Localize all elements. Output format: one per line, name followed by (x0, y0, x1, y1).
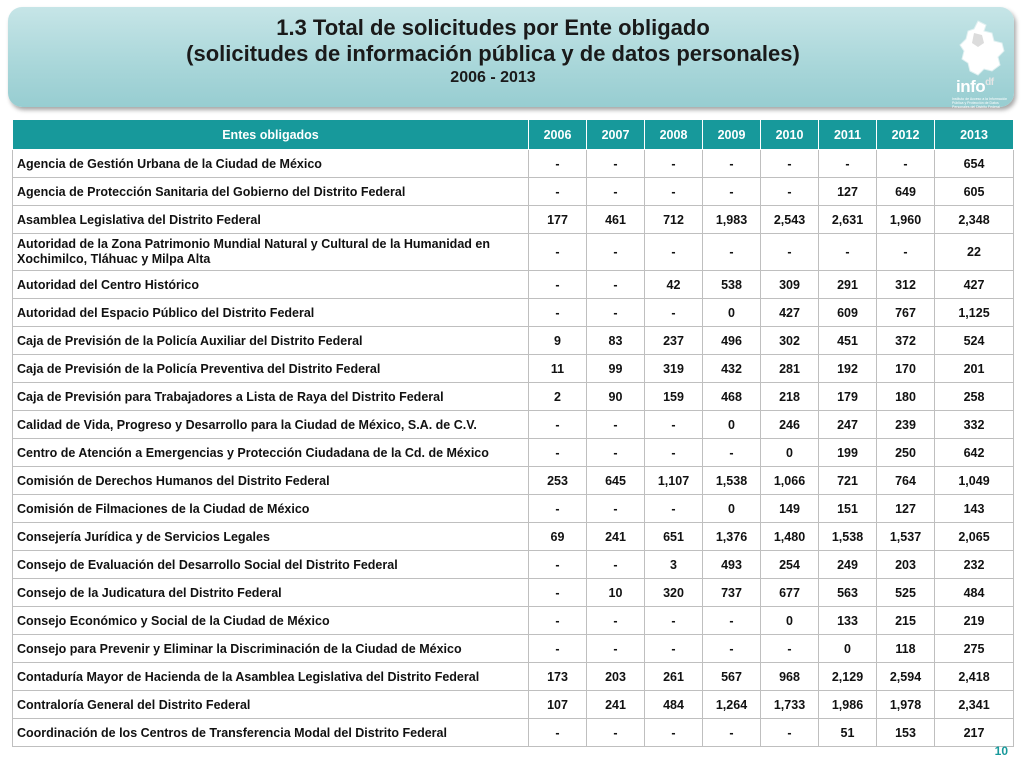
value-cell: 0 (703, 411, 761, 439)
title-years: 2006 - 2013 (450, 69, 536, 86)
value-cell: - (703, 439, 761, 467)
value-cell: 432 (703, 355, 761, 383)
value-cell: 173 (529, 663, 587, 691)
value-cell: 179 (819, 383, 877, 411)
value-cell: 0 (703, 495, 761, 523)
value-cell: - (529, 495, 587, 523)
map-silhouette-icon (948, 19, 1018, 79)
page-number: 10 (994, 744, 1008, 758)
value-cell: 10 (587, 579, 645, 607)
value-cell: - (529, 579, 587, 607)
ente-name-cell: Agencia de Gestión Urbana de la Ciudad de México (13, 150, 529, 178)
value-cell: 1,733 (761, 691, 819, 719)
value-cell: 261 (645, 663, 703, 691)
value-cell: 2,129 (819, 663, 877, 691)
value-cell: - (877, 234, 935, 271)
value-cell: - (587, 439, 645, 467)
value-cell: 309 (761, 271, 819, 299)
ente-name-cell: Caja de Previsión de la Policía Auxiliar del Distrito Federal (13, 327, 529, 355)
value-cell: - (703, 178, 761, 206)
value-cell: 372 (877, 327, 935, 355)
table-row (13, 150, 1014, 178)
table-row (13, 411, 1014, 439)
column-header-year: 2007 (587, 120, 645, 150)
column-header-year: 2013 (935, 120, 1014, 150)
ente-name-cell: Contaduría Mayor de Hacienda de la Asamblea Legislativa del Distrito Federal (13, 663, 529, 691)
value-cell: 1,537 (877, 523, 935, 551)
value-cell: 332 (935, 411, 1014, 439)
value-cell: 203 (877, 551, 935, 579)
value-cell: 0 (703, 299, 761, 327)
column-header-year: 2008 (645, 120, 703, 150)
value-cell: 712 (645, 206, 703, 234)
value-cell: 281 (761, 355, 819, 383)
ente-name-cell: Consejería Jurídica y de Servicios Legales (13, 523, 529, 551)
table-body (13, 150, 1014, 747)
value-cell: 90 (587, 383, 645, 411)
value-cell: 1,264 (703, 691, 761, 719)
logo-text: info (956, 77, 986, 96)
ente-name-cell: Coordinación de los Centros de Transferencia Modal del Distrito Federal (13, 719, 529, 747)
value-cell: - (761, 719, 819, 747)
value-cell: 232 (935, 551, 1014, 579)
table-row (13, 206, 1014, 234)
value-cell: 1,538 (819, 523, 877, 551)
title-banner (8, 7, 1014, 107)
table-row (13, 383, 1014, 411)
value-cell: - (703, 150, 761, 178)
value-cell: 1,125 (935, 299, 1014, 327)
column-header-year: 2006 (529, 120, 587, 150)
value-cell: - (529, 635, 587, 663)
value-cell: 241 (587, 523, 645, 551)
table-row (13, 327, 1014, 355)
value-cell: 201 (935, 355, 1014, 383)
value-cell: 0 (819, 635, 877, 663)
value-cell: 127 (877, 495, 935, 523)
title-line-2: (solicitudes de información pública y de datos personales) (186, 41, 800, 66)
value-cell: 654 (935, 150, 1014, 178)
value-cell: 609 (819, 299, 877, 327)
value-cell: 1,066 (761, 467, 819, 495)
column-header-year: 2009 (703, 120, 761, 150)
value-cell: - (587, 495, 645, 523)
value-cell: 291 (819, 271, 877, 299)
value-cell: 524 (935, 327, 1014, 355)
value-cell: - (645, 150, 703, 178)
value-cell: - (529, 439, 587, 467)
column-header-year: 2012 (877, 120, 935, 150)
value-cell: 149 (761, 495, 819, 523)
value-cell: 99 (587, 355, 645, 383)
value-cell: - (645, 607, 703, 635)
value-cell: 9 (529, 327, 587, 355)
value-cell: 1,538 (703, 467, 761, 495)
logo-subtitle: Instituto de Acceso a la Información Pública y Protección de Datos Personales del Distrito Federal (952, 97, 1008, 109)
value-cell: - (529, 150, 587, 178)
ente-name-cell: Contraloría General del Distrito Federal (13, 691, 529, 719)
table-row (13, 439, 1014, 467)
solicitudes-table (12, 119, 1014, 747)
value-cell: - (645, 719, 703, 747)
table-row (13, 271, 1014, 299)
value-cell: 764 (877, 467, 935, 495)
table-row (13, 234, 1014, 271)
ente-name-cell: Calidad de Vida, Progreso y Desarrollo para la Ciudad de México, S.A. de C.V. (13, 411, 529, 439)
value-cell: - (645, 635, 703, 663)
value-cell: 127 (819, 178, 877, 206)
value-cell: 468 (703, 383, 761, 411)
value-cell: - (645, 234, 703, 271)
ente-name-cell: Centro de Atención a Emergencias y Protección Ciudadana de la Cd. de México (13, 439, 529, 467)
value-cell: - (645, 299, 703, 327)
table-row (13, 299, 1014, 327)
value-cell: - (587, 271, 645, 299)
value-cell: 159 (645, 383, 703, 411)
value-cell: 2,341 (935, 691, 1014, 719)
ente-name-cell: Caja de Previsión para Trabajadores a Lista de Raya del Distrito Federal (13, 383, 529, 411)
value-cell: 237 (645, 327, 703, 355)
value-cell: 249 (819, 551, 877, 579)
value-cell: 605 (935, 178, 1014, 206)
value-cell: 2,348 (935, 206, 1014, 234)
value-cell: - (587, 635, 645, 663)
table-row (13, 523, 1014, 551)
value-cell: - (761, 178, 819, 206)
value-cell: 0 (761, 607, 819, 635)
value-cell: 1,986 (819, 691, 877, 719)
value-cell: 319 (645, 355, 703, 383)
value-cell: 22 (935, 234, 1014, 271)
value-cell: 199 (819, 439, 877, 467)
table-header-row (13, 120, 1014, 150)
value-cell: 253 (529, 467, 587, 495)
table-row (13, 579, 1014, 607)
value-cell: - (529, 607, 587, 635)
value-cell: 254 (761, 551, 819, 579)
value-cell: - (587, 150, 645, 178)
value-cell: - (587, 299, 645, 327)
value-cell: 642 (935, 439, 1014, 467)
value-cell: 1,983 (703, 206, 761, 234)
value-cell: - (645, 178, 703, 206)
value-cell: 484 (645, 691, 703, 719)
value-cell: 0 (761, 439, 819, 467)
value-cell: 312 (877, 271, 935, 299)
value-cell: - (587, 551, 645, 579)
value-cell: 118 (877, 635, 935, 663)
value-cell: 2,065 (935, 523, 1014, 551)
value-cell: 2,418 (935, 663, 1014, 691)
column-header-year: 2011 (819, 120, 877, 150)
value-cell: - (645, 439, 703, 467)
value-cell: 567 (703, 663, 761, 691)
value-cell: - (529, 299, 587, 327)
value-cell: 203 (587, 663, 645, 691)
value-cell: 11 (529, 355, 587, 383)
value-cell: - (529, 271, 587, 299)
ente-name-cell: Autoridad del Espacio Público del Distrito Federal (13, 299, 529, 327)
value-cell: 320 (645, 579, 703, 607)
value-cell: 2,543 (761, 206, 819, 234)
value-cell: 484 (935, 579, 1014, 607)
value-cell: 151 (819, 495, 877, 523)
value-cell: - (587, 411, 645, 439)
value-cell: 968 (761, 663, 819, 691)
value-cell: 645 (587, 467, 645, 495)
value-cell: 215 (877, 607, 935, 635)
value-cell: - (761, 635, 819, 663)
value-cell: 69 (529, 523, 587, 551)
value-cell: 153 (877, 719, 935, 747)
value-cell: 1,049 (935, 467, 1014, 495)
table-row (13, 178, 1014, 206)
value-cell: 217 (935, 719, 1014, 747)
column-header-entes: Entes obligados (13, 120, 529, 150)
value-cell: 721 (819, 467, 877, 495)
value-cell: - (819, 150, 877, 178)
value-cell: 239 (877, 411, 935, 439)
value-cell: 1,978 (877, 691, 935, 719)
value-cell: - (703, 234, 761, 271)
ente-name-cell: Consejo de Evaluación del Desarrollo Social del Distrito Federal (13, 551, 529, 579)
infodf-logo (948, 19, 1018, 111)
logo-accent: df (985, 77, 994, 88)
value-cell: 649 (877, 178, 935, 206)
value-cell: 2 (529, 383, 587, 411)
value-cell: - (529, 551, 587, 579)
value-cell: - (529, 411, 587, 439)
value-cell: 737 (703, 579, 761, 607)
value-cell: 651 (645, 523, 703, 551)
value-cell: 451 (819, 327, 877, 355)
ente-name-cell: Consejo de la Judicatura del Distrito Federal (13, 579, 529, 607)
ente-name-cell: Comisión de Filmaciones de la Ciudad de México (13, 495, 529, 523)
value-cell: 177 (529, 206, 587, 234)
value-cell: 302 (761, 327, 819, 355)
logo-wordmark (956, 77, 994, 97)
value-cell: 83 (587, 327, 645, 355)
value-cell: 525 (877, 579, 935, 607)
value-cell: - (587, 234, 645, 271)
value-cell: 246 (761, 411, 819, 439)
value-cell: 42 (645, 271, 703, 299)
value-cell: - (703, 635, 761, 663)
value-cell: 461 (587, 206, 645, 234)
value-cell: 51 (819, 719, 877, 747)
value-cell: - (587, 719, 645, 747)
value-cell: 218 (761, 383, 819, 411)
value-cell: - (819, 234, 877, 271)
title-line-1: 1.3 Total de solicitudes por Ente obligado (276, 15, 710, 40)
value-cell: 538 (703, 271, 761, 299)
value-cell: 496 (703, 327, 761, 355)
value-cell: 427 (935, 271, 1014, 299)
ente-name-cell: Comisión de Derechos Humanos del Distrito Federal (13, 467, 529, 495)
value-cell: - (703, 719, 761, 747)
table-row (13, 663, 1014, 691)
ente-name-cell: Caja de Previsión de la Policía Preventiva del Distrito Federal (13, 355, 529, 383)
value-cell: 2,594 (877, 663, 935, 691)
value-cell: - (703, 607, 761, 635)
value-cell: 2,631 (819, 206, 877, 234)
value-cell: 241 (587, 691, 645, 719)
value-cell: 1,480 (761, 523, 819, 551)
value-cell: - (587, 607, 645, 635)
table-row (13, 691, 1014, 719)
value-cell: - (645, 411, 703, 439)
value-cell: 493 (703, 551, 761, 579)
ente-name-cell: Consejo para Prevenir y Eliminar la Discriminación de la Ciudad de México (13, 635, 529, 663)
value-cell: - (645, 495, 703, 523)
value-cell: - (761, 150, 819, 178)
ente-name-cell: Autoridad del Centro Histórico (13, 271, 529, 299)
value-cell: - (529, 234, 587, 271)
value-cell: 143 (935, 495, 1014, 523)
ente-name-cell: Asamblea Legislativa del Distrito Federal (13, 206, 529, 234)
table-row (13, 635, 1014, 663)
column-header-year: 2010 (761, 120, 819, 150)
table-row (13, 467, 1014, 495)
value-cell: 1,107 (645, 467, 703, 495)
value-cell: 180 (877, 383, 935, 411)
value-cell: 247 (819, 411, 877, 439)
table-row (13, 355, 1014, 383)
value-cell: 3 (645, 551, 703, 579)
value-cell: 1,376 (703, 523, 761, 551)
ente-name-cell: Agencia de Protección Sanitaria del Gobierno del Distrito Federal (13, 178, 529, 206)
value-cell: 275 (935, 635, 1014, 663)
value-cell: - (529, 178, 587, 206)
value-cell: - (761, 234, 819, 271)
value-cell: 250 (877, 439, 935, 467)
value-cell: 563 (819, 579, 877, 607)
ente-name-cell: Autoridad de la Zona Patrimonio Mundial Natural y Cultural de la Humanidad en Xochimilco, Tláhuac y Milpa Alta (13, 234, 529, 271)
value-cell: 427 (761, 299, 819, 327)
value-cell: - (877, 150, 935, 178)
value-cell: 170 (877, 355, 935, 383)
value-cell: 677 (761, 579, 819, 607)
value-cell: 219 (935, 607, 1014, 635)
value-cell: 258 (935, 383, 1014, 411)
value-cell: 767 (877, 299, 935, 327)
value-cell: 192 (819, 355, 877, 383)
table-row (13, 607, 1014, 635)
table-row (13, 719, 1014, 747)
value-cell: 133 (819, 607, 877, 635)
value-cell: - (587, 178, 645, 206)
ente-name-cell: Consejo Económico y Social de la Ciudad de México (13, 607, 529, 635)
value-cell: 107 (529, 691, 587, 719)
table-row (13, 551, 1014, 579)
table-row (13, 495, 1014, 523)
page-title (8, 15, 978, 89)
value-cell: - (529, 719, 587, 747)
value-cell: 1,960 (877, 206, 935, 234)
